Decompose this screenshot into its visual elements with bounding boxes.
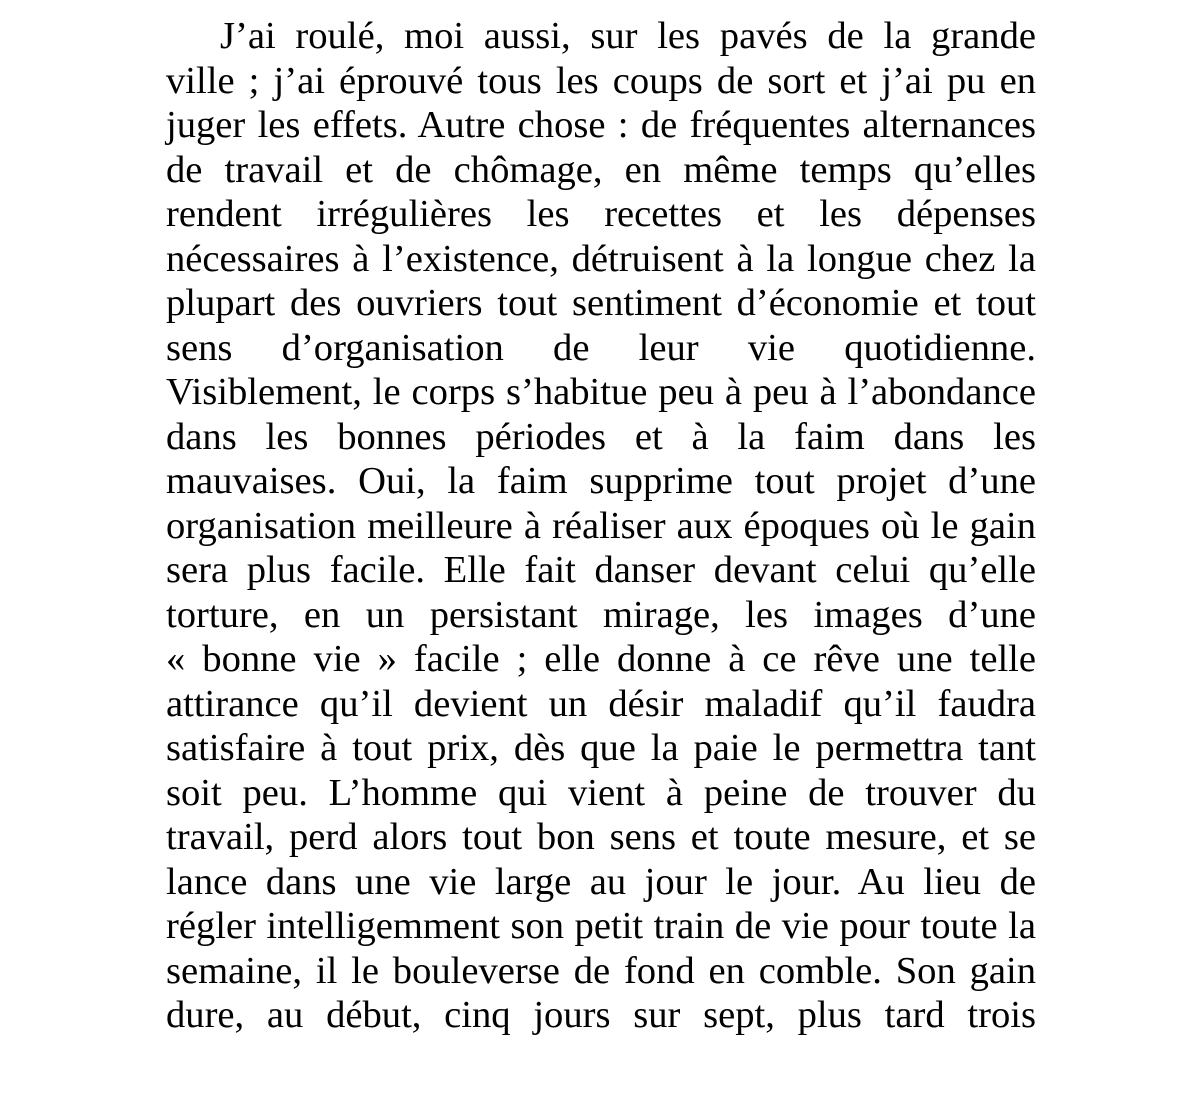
body-paragraph [166, 14, 1036, 1038]
text-line: dans les bonnes périodes et à la faim dans les [166, 415, 1036, 458]
text-line: satisfaire à tout prix, dès que la paie le permettra tant [166, 727, 1036, 769]
text-line: ville ; j’ai éprouvé tous les coups de sort et j’ai pu en [166, 59, 1036, 102]
document-page [166, 14, 1036, 1094]
text-line: juger les effets. Autre chose : de fréquentes alternances [166, 104, 1036, 146]
text-line: lance dans une vie large au jour le jour. Au lieu de [166, 860, 1036, 903]
text-line: soit peu. L’homme qui vient à peine de trouver du [166, 771, 1036, 814]
text-line: torture, en un persistant mirage, les images d’une [166, 593, 1036, 636]
text-line: semaine, il le bouleverse de fond en comble. Son gain [166, 949, 1036, 992]
text-line: attirance qu’il devient un désir maladif qu’il faudra [166, 682, 1036, 725]
text-line: Visiblement, le corps s’habitue peu à peu à l’abondance [166, 371, 1036, 413]
text-line: mauvaises. Oui, la faim supprime tout projet d’une [166, 460, 1036, 502]
text-line: régler intelligemment son petit train de vie pour toute la [166, 905, 1036, 947]
text-line: « bonne vie » facile ; elle donne à ce rêve une telle [166, 638, 1036, 680]
text-line: nécessaires à l’existence, détruisent à la longue chez la [166, 237, 1036, 280]
text-line: sera plus facile. Elle fait danser devant celui qu’elle [166, 549, 1036, 591]
text-line: sens d’organisation de leur vie quotidienne. [166, 326, 1036, 369]
text-line: de travail et de chômage, en même temps qu’elles [166, 148, 1036, 191]
text-line: rendent irrégulières les recettes et les dépenses [166, 193, 1036, 235]
text-line: plupart des ouvriers tout sentiment d’économie et tout [166, 282, 1036, 324]
text-line: J’ai roulé, moi aussi, sur les pavés de la grande [220, 15, 1036, 57]
text-line: travail, perd alors tout bon sens et toute mesure, et se [166, 816, 1036, 858]
text-line: dure, au début, cinq jours sur sept, plus tard trois [166, 994, 1036, 1036]
text-line: organisation meilleure à réaliser aux époques où le gain [166, 504, 1036, 547]
